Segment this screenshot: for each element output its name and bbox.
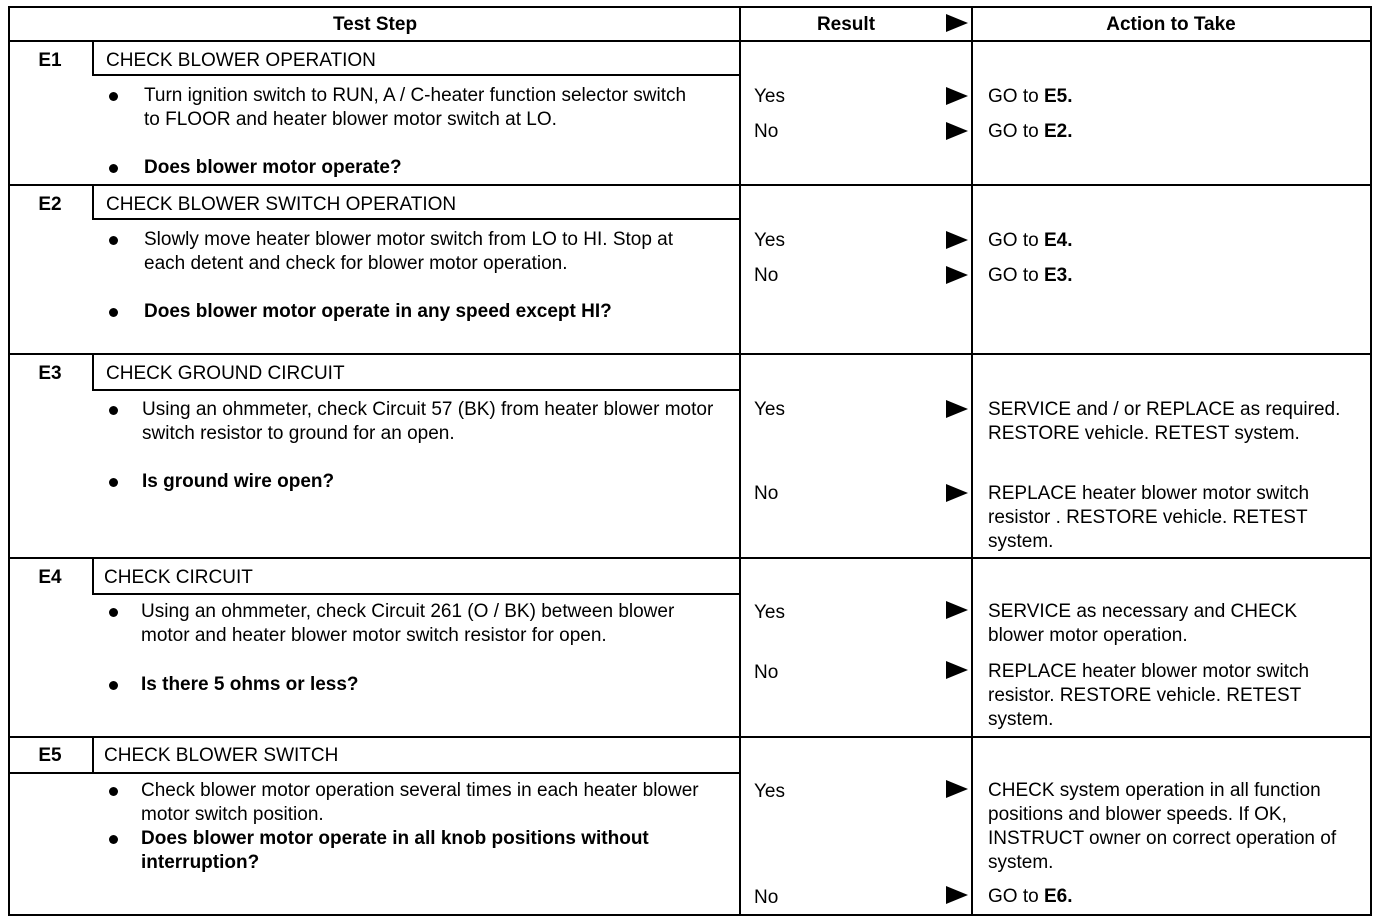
action-prefix: GO to [988,265,1044,286]
step-instruction: Slowly move heater blower motor switch from LO to HI. Stop at each detent and check for blower motor operation. [144,229,674,274]
bullet-icon [109,164,118,173]
action-target: E3. [1043,265,1073,286]
action-prefix: REPLACE heater blower motor switch resistor . RESTORE vehicle. RETEST system. [988,483,1310,552]
row-divider [10,557,1370,559]
action-column-divider [971,8,973,914]
step-code: E2 [38,194,62,215]
arrow-icon [946,484,968,502]
action-text [988,600,1358,648]
result-no: No [754,265,779,286]
arrow-icon [946,601,968,619]
bullet-icon [109,681,118,690]
result-no: No [754,483,779,504]
step-title: CHECK CIRCUIT [104,567,253,588]
bullet-icon [109,236,118,245]
action-text [988,779,1358,875]
bullet-icon [109,92,118,101]
bullet-icon [109,787,118,796]
step-title: CHECK BLOWER OPERATION [106,50,376,71]
action-target: E4. [1043,230,1073,251]
step-code: E1 [38,50,62,71]
action-text [988,660,1358,732]
step-instruction: Check blower motor operation several times in each heater blower motor switch position. [141,780,699,825]
action-text [988,264,1358,288]
step-code: E4 [38,567,62,588]
result-yes: Yes [754,781,785,802]
action-text [988,482,1358,554]
title-underline [10,772,740,774]
step-question: Does blower motor operate? [144,157,402,178]
row-divider [10,353,1370,355]
step-instruction: Using an ohmmeter, check Circuit 261 (O / BK) between blower motor and heater blower motor switch resistor for open. [141,601,675,646]
arrow-icon [946,886,968,904]
action-prefix: SERVICE as necessary and CHECK blower motor operation. [988,601,1298,646]
action-prefix: GO to [988,230,1044,251]
arrow-icon [946,266,968,284]
title-underline [92,593,740,595]
bullet-icon [109,835,118,844]
code-divider [92,559,94,595]
step-question: Does blower motor operate in any speed except HI? [144,301,612,322]
step-instruction: Using an ohmmeter, check Circuit 57 (BK) from heater blower motor switch resistor to ground for an open. [142,399,714,444]
step-question: Is there 5 ohms or less? [141,674,359,695]
action-text [988,229,1358,253]
row-divider [10,736,1370,738]
action-target: E5. [1043,86,1073,107]
action-prefix: CHECK system operation in all function positions and blower speeds. If OK, INSTRUCT owner on correct operation of system. [988,780,1337,873]
bullet-icon [109,406,118,415]
arrow-icon [946,231,968,249]
title-underline [92,218,740,220]
action-prefix: SERVICE and / or REPLACE as required. RESTORE vehicle. RETEST system. [988,399,1341,444]
header-arrow-icon [946,14,968,32]
code-divider [92,738,94,774]
step-instruction: Turn ignition switch to RUN, A / C-heater function selector switch to FLOOR and heater blower motor switch at LO. [144,85,687,130]
result-no: No [754,887,779,908]
bullet-icon [109,478,118,487]
result-column-divider [739,8,741,914]
action-prefix: GO to [988,886,1044,907]
result-yes: Yes [754,230,785,251]
action-prefix: GO to [988,121,1044,142]
header-action: Action to Take [972,8,1370,42]
step-code: E5 [38,745,62,766]
title-underline [92,389,740,391]
action-text [988,85,1358,109]
action-target: E2. [1043,121,1073,142]
diagnostic-table [8,6,1372,916]
action-target: E6. [1043,886,1073,907]
bullet-icon [109,608,118,617]
code-divider [92,186,94,220]
result-yes: Yes [754,399,785,420]
action-prefix: GO to [988,86,1044,107]
arrow-icon [946,122,968,140]
step-question: Does blower motor operate in all knob positions without interruption? [141,828,649,873]
arrow-icon [946,661,968,679]
action-text [988,398,1358,446]
header-result-label: Result [816,14,876,35]
result-no: No [754,662,779,683]
row-divider [10,184,1370,186]
step-question: Is ground wire open? [142,471,335,492]
step-code: E3 [38,363,62,384]
code-divider [92,355,94,391]
step-title: CHECK GROUND CIRCUIT [106,363,345,384]
action-text [988,885,1358,909]
action-text [988,120,1358,144]
header-test-step: Test Step [10,8,740,42]
result-no: No [754,121,779,142]
result-yes: Yes [754,86,785,107]
result-yes: Yes [754,602,785,623]
step-title: CHECK BLOWER SWITCH OPERATION [106,194,457,215]
action-prefix: REPLACE heater blower motor switch resistor. RESTORE vehicle. RETEST system. [988,661,1310,730]
title-underline [92,74,740,76]
arrow-icon [946,400,968,418]
header-result [740,8,972,42]
bullet-icon [109,308,118,317]
step-title: CHECK BLOWER SWITCH [104,745,339,766]
code-divider [92,42,94,76]
arrow-icon [946,780,968,798]
arrow-icon [946,87,968,105]
